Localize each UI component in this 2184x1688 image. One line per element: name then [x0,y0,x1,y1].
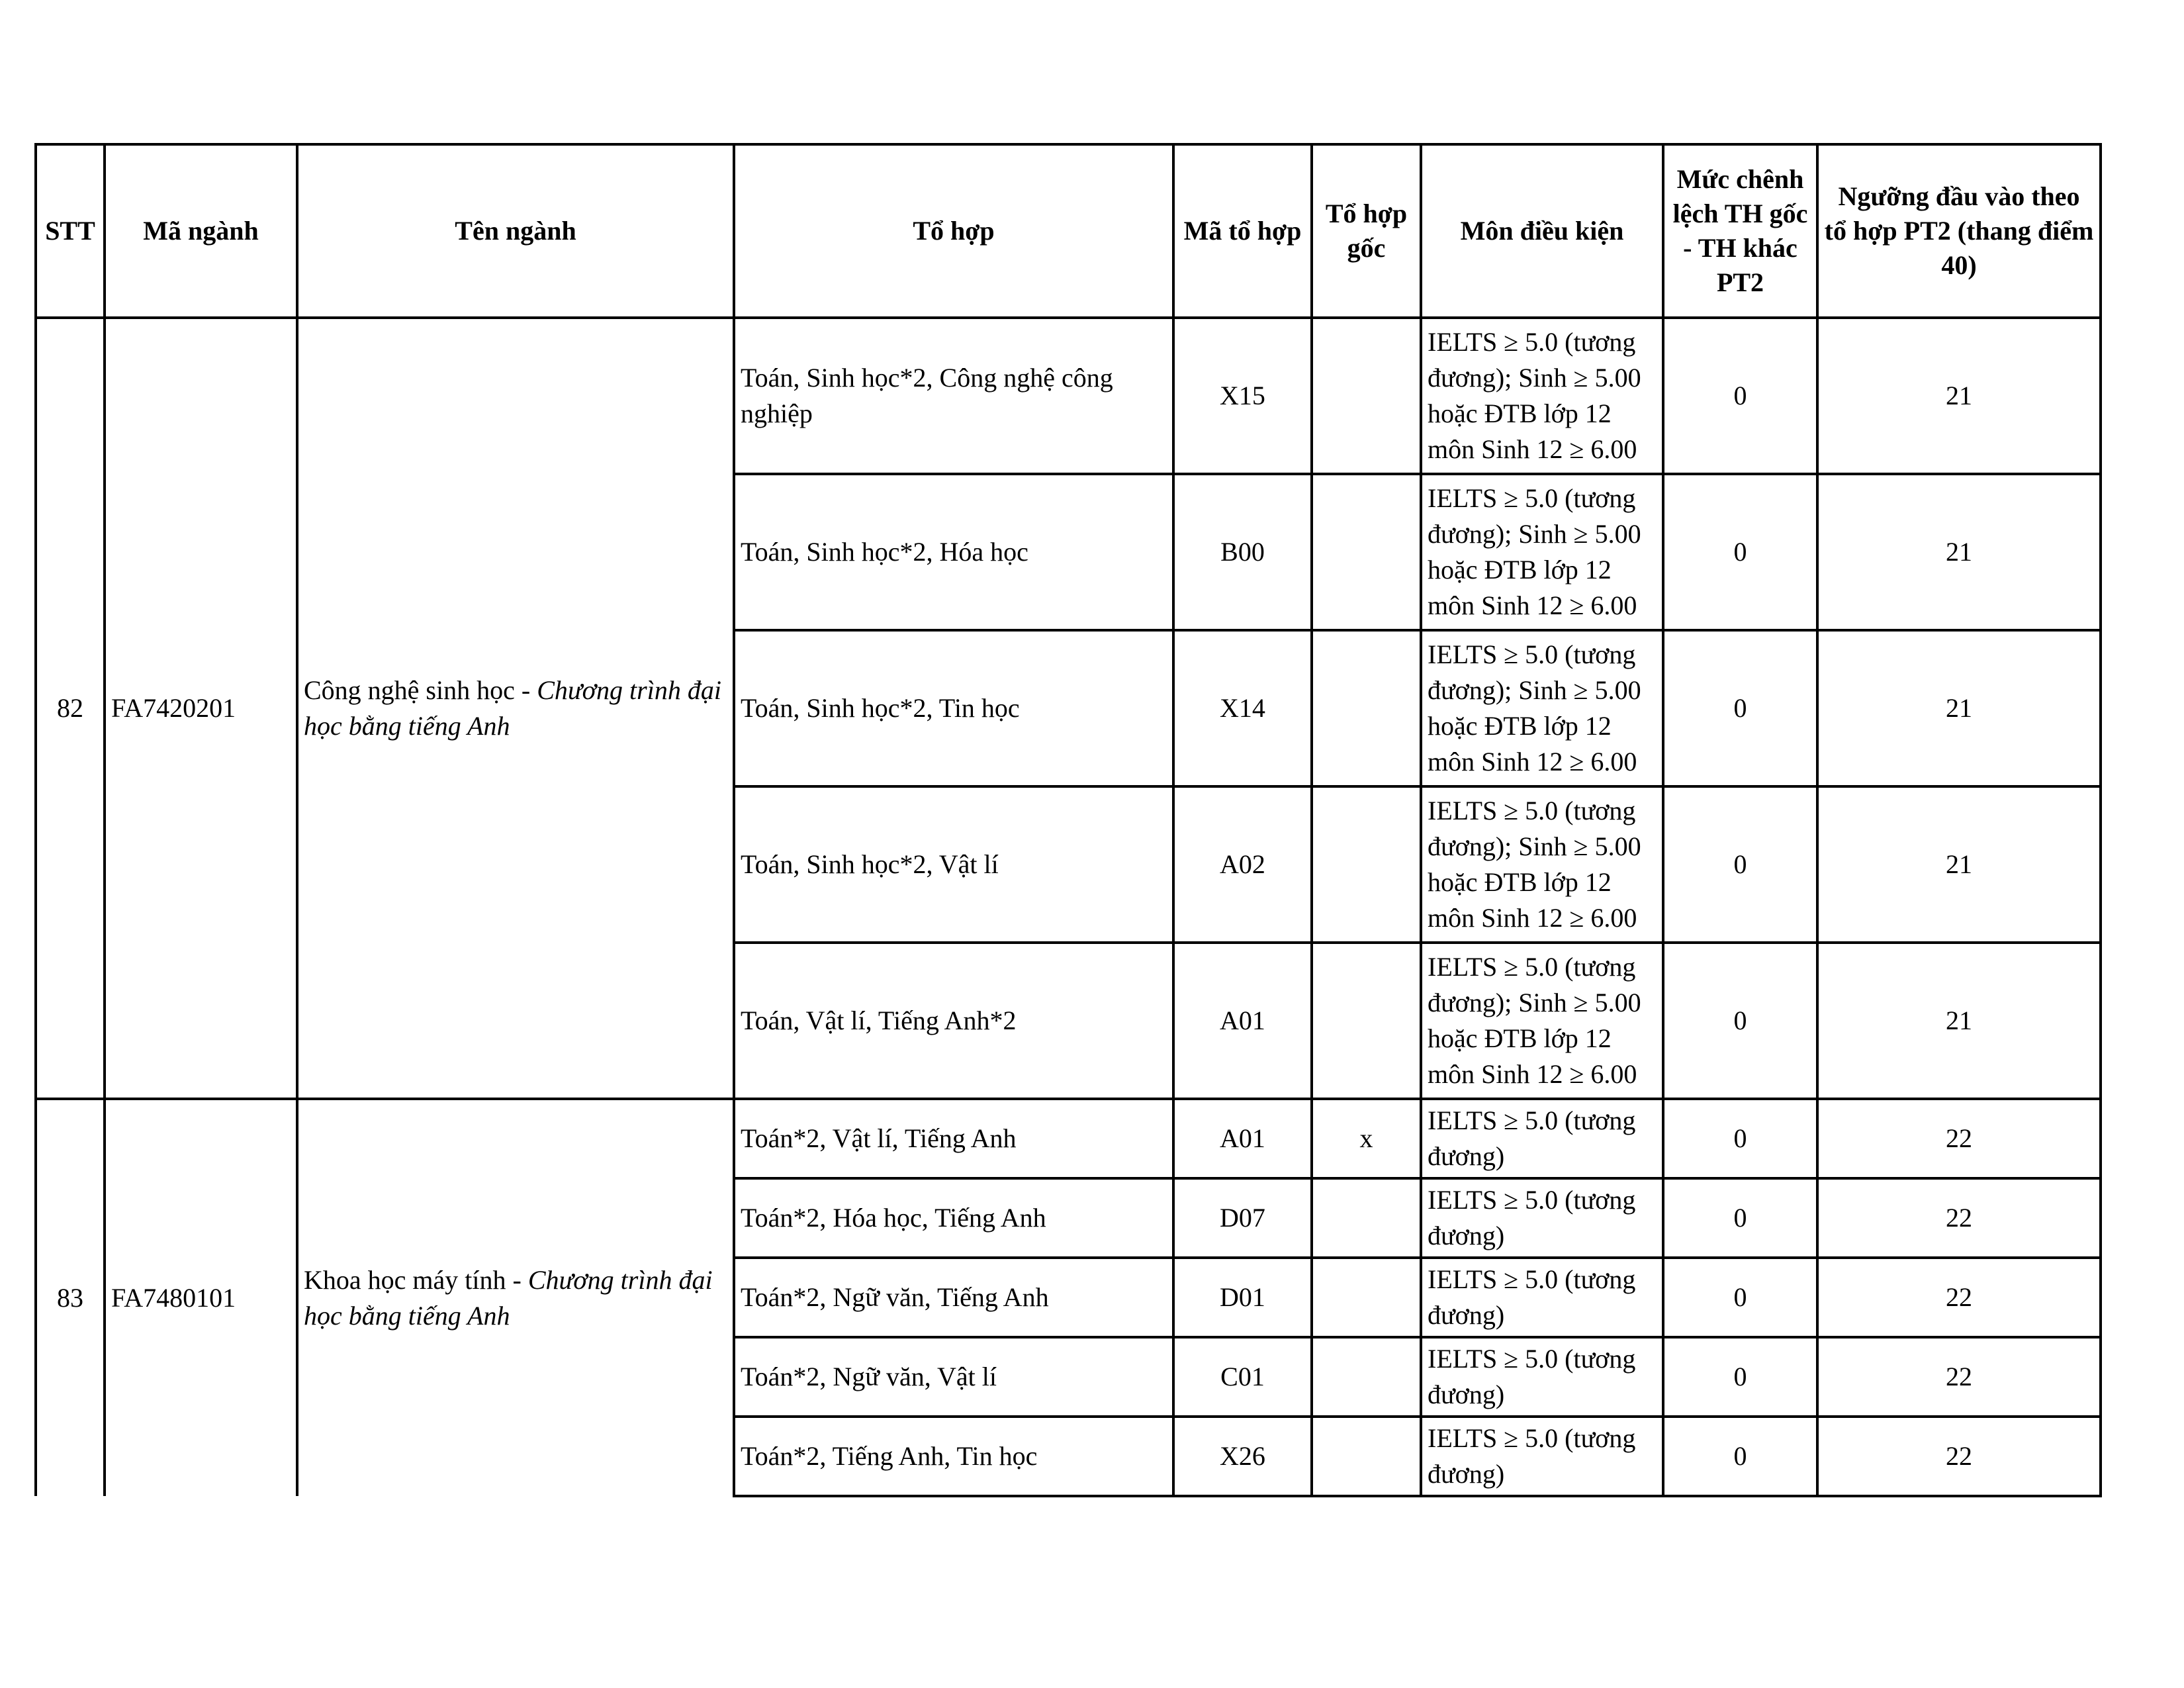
dieu-kien-cell: IELTS ≥ 5.0 (tương đương); Sinh ≥ 5.00 hoặc ĐTB lớp 12 môn Sinh 12 ≥ 6.00 [1421,318,1663,474]
to-hop-cell: Toán, Sinh học*2, Tin học [734,630,1173,786]
to-hop-goc-cell [1312,1337,1421,1417]
nguong-cell: 22 [1817,1417,2101,1496]
to-hop-goc-cell [1312,1417,1421,1496]
program-name [297,1099,734,1496]
program-code: FA7480101 [105,1099,297,1496]
to-hop-goc-cell [1312,474,1421,630]
to-hop-cell: Toán, Sinh học*2, Công nghệ công nghiệp [734,318,1173,474]
header-ma-nganh: Mã ngành [105,144,297,318]
to-hop-cell: Toán*2, Ngữ văn, Tiếng Anh [734,1258,1173,1337]
program-name-italic: Chương trình đại học bằng tiếng Anh [304,1265,713,1331]
to-hop-cell: Toán*2, Hóa học, Tiếng Anh [734,1178,1173,1258]
ma-to-hop-cell: D07 [1173,1178,1312,1258]
chenh-lech-cell: 0 [1663,1417,1817,1496]
program-stt: 83 [36,1099,105,1496]
nguong-cell: 21 [1817,474,2101,630]
dieu-kien-cell: IELTS ≥ 5.0 (tương đương) [1421,1178,1663,1258]
header-mon-dieu-kien: Môn điều kiện [1421,144,1663,318]
header-ma-to-hop: Mã tổ hợp [1173,144,1312,318]
dieu-kien-cell: IELTS ≥ 5.0 (tương đương) [1421,1258,1663,1337]
ma-to-hop-cell: D01 [1173,1258,1312,1337]
ma-to-hop-cell: C01 [1173,1337,1312,1417]
to-hop-goc-cell [1312,630,1421,786]
nguong-cell: 21 [1817,630,2101,786]
chenh-lech-cell: 0 [1663,318,1817,474]
nguong-cell: 22 [1817,1258,2101,1337]
to-hop-goc-cell [1312,943,1421,1099]
program-name-italic: Chương trình đại học bằng tiếng Anh [304,675,721,741]
admission-table-container [34,143,2102,1497]
to-hop-cell: Toán*2, Ngữ văn, Vật lí [734,1337,1173,1417]
chenh-lech-cell: 0 [1663,786,1817,943]
to-hop-goc-cell: x [1312,1099,1421,1178]
nguong-cell: 22 [1817,1337,2101,1417]
program-stt: 82 [36,318,105,1099]
nguong-cell: 22 [1817,1099,2101,1178]
chenh-lech-cell: 0 [1663,630,1817,786]
dieu-kien-cell: IELTS ≥ 5.0 (tương đương); Sinh ≥ 5.00 hoặc ĐTB lớp 12 môn Sinh 12 ≥ 6.00 [1421,943,1663,1099]
nguong-cell: 22 [1817,1178,2101,1258]
ma-to-hop-cell: B00 [1173,474,1312,630]
header-nguong: Ngưỡng đầu vào theo tổ hợp PT2 (thang điểm 40) [1817,144,2101,318]
ma-to-hop-cell: A02 [1173,786,1312,943]
chenh-lech-cell: 0 [1663,1337,1817,1417]
dieu-kien-cell: IELTS ≥ 5.0 (tương đương); Sinh ≥ 5.00 hoặc ĐTB lớp 12 môn Sinh 12 ≥ 6.00 [1421,630,1663,786]
header-muc-chenh-lech: Mức chênh lệch TH gốc - TH khác PT2 [1663,144,1817,318]
header-ten-nganh: Tên ngành [297,144,734,318]
table-row [36,318,2101,474]
nguong-cell: 21 [1817,318,2101,474]
chenh-lech-cell: 0 [1663,1178,1817,1258]
nguong-cell: 21 [1817,786,2101,943]
to-hop-cell: Toán*2, Tiếng Anh, Tin học [734,1417,1173,1496]
dieu-kien-cell: IELTS ≥ 5.0 (tương đương); Sinh ≥ 5.00 hoặc ĐTB lớp 12 môn Sinh 12 ≥ 6.00 [1421,786,1663,943]
to-hop-goc-cell [1312,1258,1421,1337]
chenh-lech-cell: 0 [1663,1099,1817,1178]
ma-to-hop-cell: A01 [1173,943,1312,1099]
ma-to-hop-cell: X15 [1173,318,1312,474]
dieu-kien-cell: IELTS ≥ 5.0 (tương đương); Sinh ≥ 5.00 hoặc ĐTB lớp 12 môn Sinh 12 ≥ 6.00 [1421,474,1663,630]
ma-to-hop-cell: A01 [1173,1099,1312,1178]
program-name-text: Công nghệ sinh học - [304,675,537,705]
header-stt: STT [36,144,105,318]
ma-to-hop-cell: X26 [1173,1417,1312,1496]
chenh-lech-cell: 0 [1663,1258,1817,1337]
to-hop-goc-cell [1312,318,1421,474]
to-hop-goc-cell [1312,1178,1421,1258]
to-hop-goc-cell [1312,786,1421,943]
table-row [36,1099,2101,1178]
admission-table [34,143,2102,1497]
program-code: FA7420201 [105,318,297,1099]
chenh-lech-cell: 0 [1663,943,1817,1099]
nguong-cell: 21 [1817,943,2101,1099]
to-hop-cell: Toán, Sinh học*2, Vật lí [734,786,1173,943]
program-name [297,318,734,1099]
header-to-hop-goc: Tổ hợp gốc [1312,144,1421,318]
chenh-lech-cell: 0 [1663,474,1817,630]
to-hop-cell: Toán, Vật lí, Tiếng Anh*2 [734,943,1173,1099]
header-row [36,144,2101,318]
to-hop-cell: Toán*2, Vật lí, Tiếng Anh [734,1099,1173,1178]
program-name-text: Khoa học máy tính - [304,1265,528,1295]
header-to-hop: Tổ hợp [734,144,1173,318]
to-hop-cell: Toán, Sinh học*2, Hóa học [734,474,1173,630]
dieu-kien-cell: IELTS ≥ 5.0 (tương đương) [1421,1417,1663,1496]
dieu-kien-cell: IELTS ≥ 5.0 (tương đương) [1421,1337,1663,1417]
ma-to-hop-cell: X14 [1173,630,1312,786]
dieu-kien-cell: IELTS ≥ 5.0 (tương đương) [1421,1099,1663,1178]
